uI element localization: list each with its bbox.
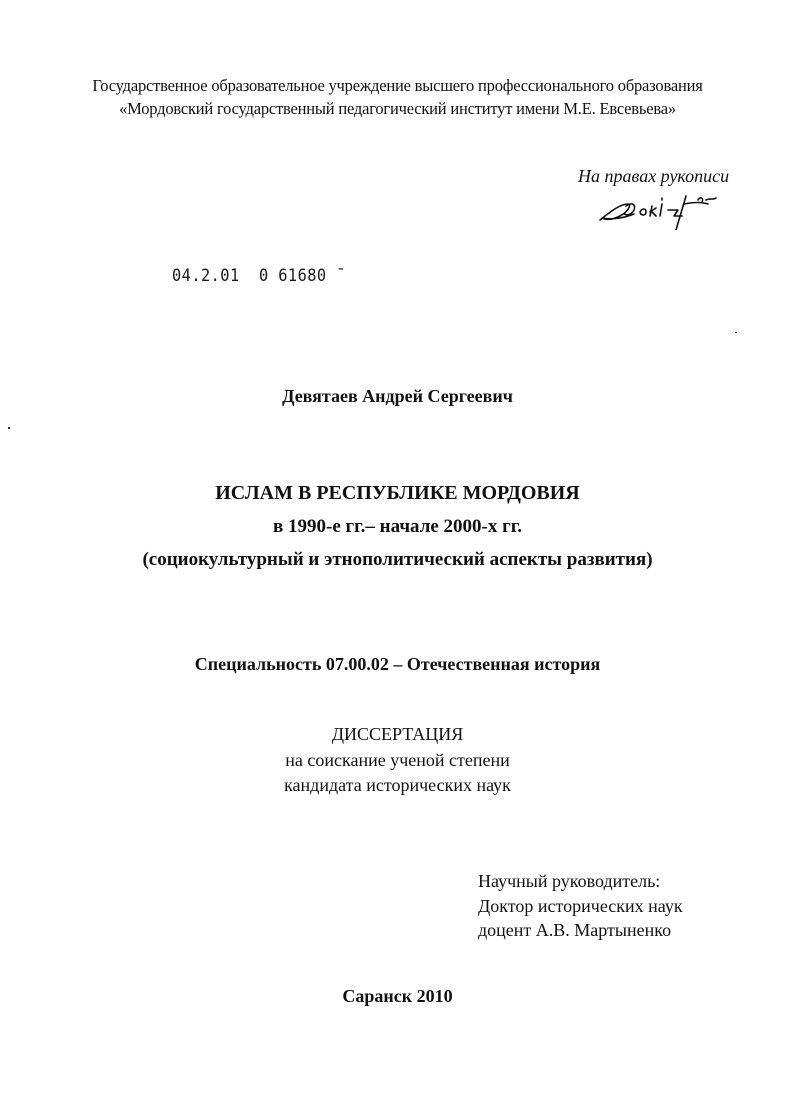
city-year: Саранск 2010	[342, 986, 453, 1006]
scan-speck	[735, 332, 737, 333]
institution-line-2: «Мордовский государственный педагогический институт имени М.Е. Евсевьева»	[119, 99, 676, 118]
institution-line-1: Государственное образовательное учреждение высшего профессионального образования	[92, 76, 703, 95]
manuscript-note: На правах рукописи	[578, 166, 730, 186]
advisor-degree: Доктор исторических наук	[478, 896, 683, 916]
degree-line-1: на соискание ученой степени	[285, 750, 510, 770]
scan-speck	[8, 427, 10, 429]
dissertation-period: в 1990-е гг.– начале 2000-х гг.	[273, 516, 522, 537]
advisor-name: доцент А.В. Мартыненко	[478, 920, 672, 940]
dissertation-title: ИСЛАМ В РЕСПУБЛИКЕ МОРДОВИЯ	[215, 482, 580, 504]
advisor-label: Научный руководитель:	[478, 871, 661, 891]
signature-icon	[598, 190, 728, 230]
degree-line-2: кандидата исторических наук	[284, 775, 511, 795]
registration-number: 04.2.01 0 61680 ˉ	[172, 266, 346, 286]
author-name: Девятаев Андрей Сергеевич	[282, 386, 513, 406]
dissertation-subtitle: (социокультурный и этнополитический аспекты развития)	[142, 549, 653, 570]
specialty: Специальность 07.00.02 – Отечественная история	[194, 654, 601, 674]
dissertation-label: ДИССЕРТАЦИЯ	[331, 724, 464, 744]
